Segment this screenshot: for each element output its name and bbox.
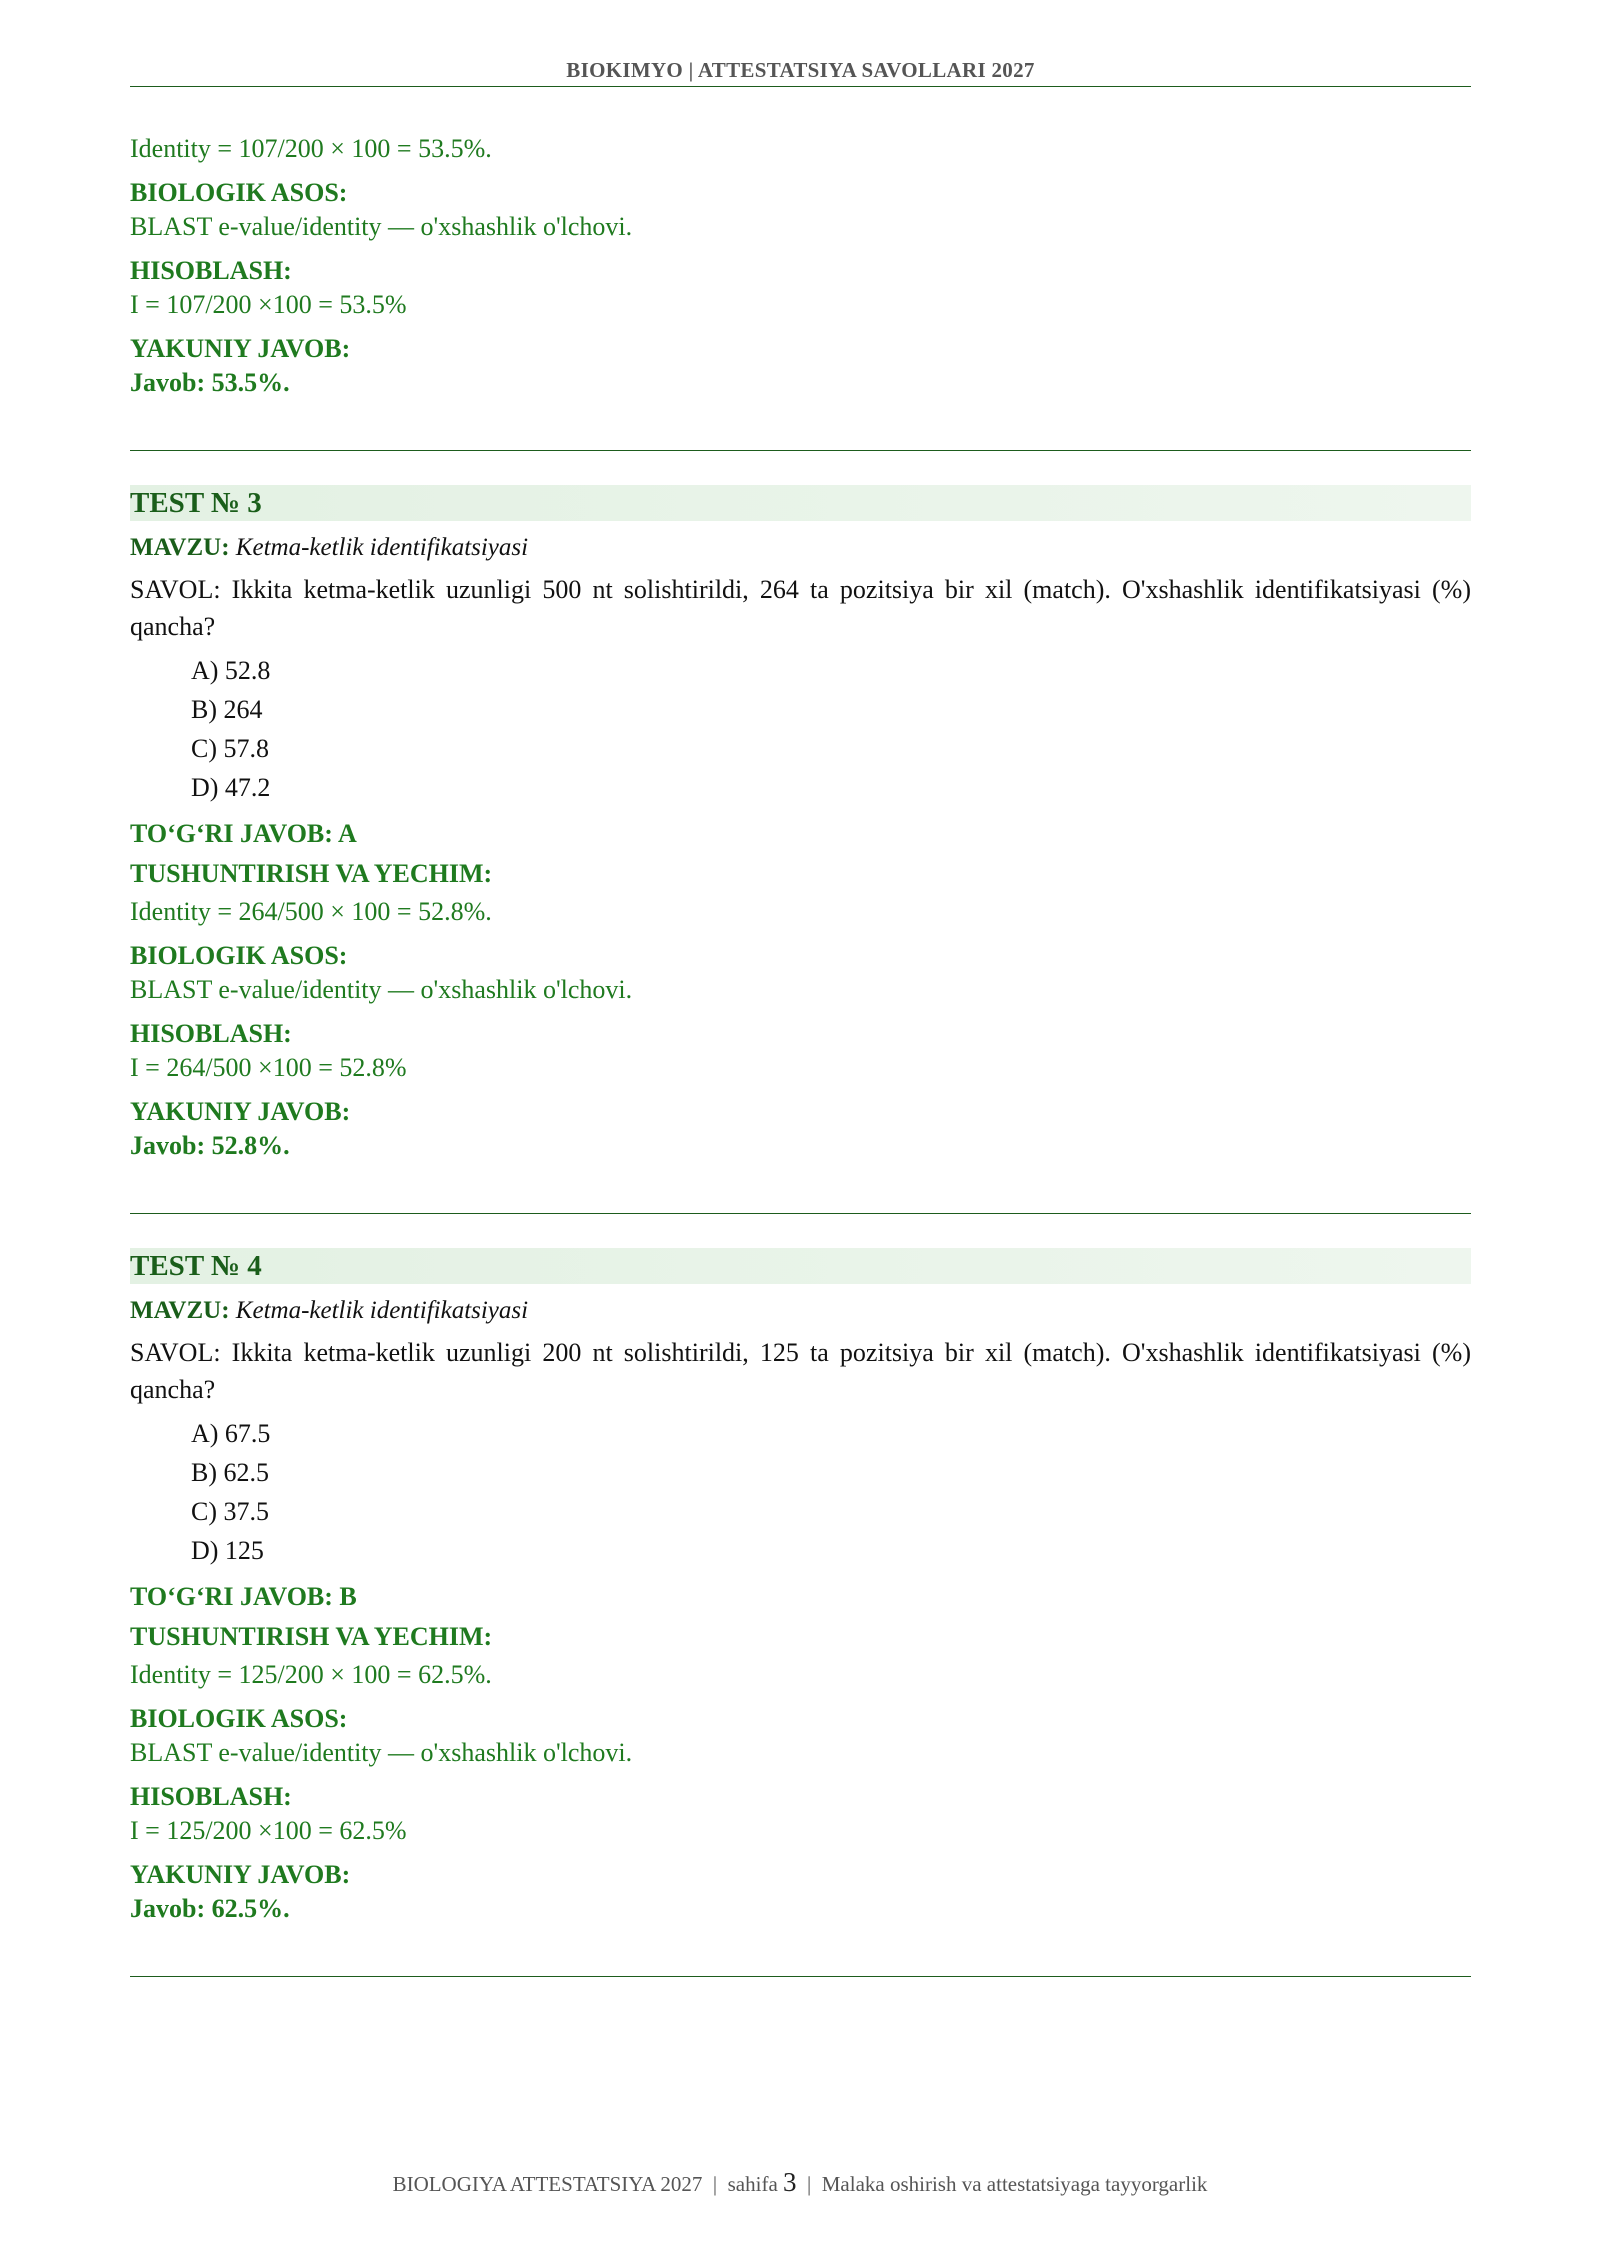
footer-separator: | bbox=[807, 2172, 812, 2196]
option-b: B) 62.5 bbox=[191, 1458, 269, 1487]
calculation-text: I = 107/200 ×100 = 53.5% bbox=[130, 290, 407, 319]
bio-basis-label: BIOLOGIK ASOS: bbox=[130, 941, 348, 970]
explanation-label: TUSHUNTIRISH VA YECHIM: bbox=[130, 859, 493, 888]
final-answer-text: Javob: 52.8%. bbox=[130, 1131, 290, 1160]
option-b: B) 264 bbox=[191, 695, 263, 724]
topic-label: MAVZU: bbox=[130, 534, 230, 561]
calculation-text: I = 264/500 ×100 = 52.8% bbox=[130, 1053, 407, 1082]
footer-separator: | bbox=[712, 2172, 718, 2196]
header-divider bbox=[130, 86, 1471, 87]
topic-value: Ketma-ketlik identifikatsiyasi bbox=[235, 534, 529, 561]
section-divider bbox=[130, 1213, 1471, 1214]
topic-value: Ketma-ketlik identifikatsiyasi bbox=[235, 1297, 529, 1324]
final-answer-label: YAKUNIY JAVOB: bbox=[130, 334, 351, 363]
test-title: TEST № 4 bbox=[130, 1248, 1471, 1284]
options-list bbox=[191, 651, 1471, 807]
calculation-label: HISOBLASH: bbox=[130, 1782, 292, 1811]
previous-test-continuation bbox=[130, 132, 1471, 400]
bio-basis-label: BIOLOGIK ASOS: bbox=[130, 1704, 348, 1733]
test-title: TEST № 3 bbox=[130, 485, 1471, 521]
section-divider bbox=[130, 450, 1471, 451]
topic-line bbox=[130, 1294, 1471, 1328]
bio-basis-text: BLAST e-value/identity — o'xshashlik o'lchovi. bbox=[130, 1738, 633, 1767]
test-block bbox=[130, 1248, 1471, 1926]
question-text: SAVOL: Ikkita ketma-ketlik uzunligi 500 nt solishtirildi, 264 ta pozitsiya bir xil (match). O'xshashlik identifikatsiyasi (%) qancha? bbox=[130, 575, 1471, 641]
question-text: SAVOL: Ikkita ketma-ketlik uzunligi 200 nt solishtirildi, 125 ta pozitsiya bir xil (match). O'xshashlik identifikatsiyasi (%) qancha? bbox=[130, 1338, 1471, 1404]
page-content bbox=[130, 132, 1471, 1977]
option-a: A) 52.8 bbox=[191, 656, 271, 685]
option-c: C) 57.8 bbox=[191, 734, 269, 763]
section-divider bbox=[130, 1976, 1471, 1977]
explanation-label: TUSHUNTIRISH VA YECHIM: bbox=[130, 1622, 493, 1651]
footer-page-word: sahifa bbox=[727, 2172, 778, 2196]
explanation-text: Identity = 125/200 × 100 = 62.5%. bbox=[130, 1660, 492, 1689]
topic-line bbox=[130, 531, 1471, 565]
final-answer-label: YAKUNIY JAVOB: bbox=[130, 1860, 351, 1889]
topic-label: MAVZU: bbox=[130, 1297, 230, 1324]
running-header: BIOKIMYO | ATTESTATSIYA SAVOLLARI 2027 bbox=[566, 58, 1035, 82]
final-answer-text: Javob: 53.5%. bbox=[130, 368, 290, 397]
final-answer-label: YAKUNIY JAVOB: bbox=[130, 1097, 351, 1126]
explanation-text: Identity = 107/200 × 100 = 53.5%. bbox=[130, 134, 492, 163]
option-a: A) 67.5 bbox=[191, 1419, 271, 1448]
test-block bbox=[130, 485, 1471, 1163]
option-d: D) 125 bbox=[191, 1536, 264, 1565]
bio-basis-text: BLAST e-value/identity — o'xshashlik o'lchovi. bbox=[130, 975, 633, 1004]
bio-basis-text: BLAST e-value/identity — o'xshashlik o'lchovi. bbox=[130, 212, 633, 241]
bio-basis-label: BIOLOGIK ASOS: bbox=[130, 178, 348, 207]
footer-title: BIOLOGIYA ATTESTATSIYA 2027 bbox=[392, 2172, 703, 2196]
option-c: C) 37.5 bbox=[191, 1497, 269, 1526]
calculation-text: I = 125/200 ×100 = 62.5% bbox=[130, 1816, 407, 1845]
footer-subtitle: Malaka oshirish va attestatsiyaga tayyorgarlik bbox=[821, 2172, 1208, 2196]
final-answer-text: Javob: 62.5%. bbox=[130, 1894, 290, 1923]
correct-answer: TO‘G‘RI JAVOB: A bbox=[130, 819, 357, 848]
options-list bbox=[191, 1414, 1471, 1570]
calculation-label: HISOBLASH: bbox=[130, 1019, 292, 1048]
page-number: 3 bbox=[783, 2167, 797, 2197]
explanation-text: Identity = 264/500 × 100 = 52.8%. bbox=[130, 897, 492, 926]
correct-answer: TO‘G‘RI JAVOB: B bbox=[130, 1582, 357, 1611]
page-footer bbox=[0, 2167, 1600, 2198]
calculation-label: HISOBLASH: bbox=[130, 256, 292, 285]
option-d: D) 47.2 bbox=[191, 773, 271, 802]
